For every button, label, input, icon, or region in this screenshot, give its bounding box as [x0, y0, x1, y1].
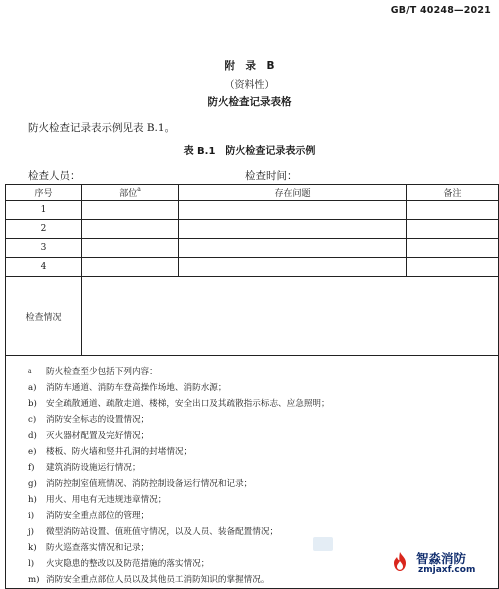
table-title: 表 B.1 防火检查记录表示例 — [183, 146, 316, 157]
item-text: 灭火器材配置及完好情况； — [46, 431, 150, 441]
cell-remarks — [407, 258, 499, 277]
list-item — [28, 428, 498, 444]
header-location — [82, 185, 179, 201]
cell-location — [82, 258, 179, 277]
table-header-row — [6, 185, 499, 201]
cell-problems — [179, 220, 407, 239]
item-text: 用火、用电有无违规违章情况； — [46, 495, 167, 505]
cell-problems — [179, 258, 407, 277]
item-text: 消防控制室值班情况、消防控制设备运行情况和记录； — [46, 479, 253, 489]
list-item — [28, 508, 498, 524]
header-seq: 序号 — [6, 185, 82, 201]
check-status-row — [6, 277, 499, 356]
header-remarks: 备注 — [407, 185, 499, 201]
list-item — [28, 524, 498, 540]
item-key: g) — [28, 479, 37, 489]
header-location-label: 部位 — [119, 189, 138, 199]
cell-remarks — [407, 201, 499, 220]
list-item — [28, 476, 498, 492]
table-row — [6, 220, 499, 239]
item-text: 微型消防站设置、值班值守情况，以及人员、装备配置情况； — [46, 527, 279, 537]
flame-icon — [388, 550, 412, 574]
item-key: e) — [28, 447, 37, 457]
cell-remarks — [407, 239, 499, 258]
notes-lead-text: 防火检查至少包括下列内容： — [46, 367, 158, 377]
item-text: 消防安全重点部位人员以及其他员工消防知识的掌握情况。 — [46, 575, 270, 585]
inspection-time-label: 检查时间： — [245, 170, 298, 182]
cell-remarks — [407, 220, 499, 239]
watermark-name: 智淼消防 — [416, 551, 467, 566]
intro-text: 防火检查记录表示例见表 B.1。 — [28, 122, 176, 134]
cell-location — [82, 220, 179, 239]
cell-location — [82, 201, 179, 220]
watermark-logo — [388, 548, 492, 578]
notes-lead — [28, 364, 498, 380]
item-key: l) — [28, 559, 35, 569]
watermark-url: zmjaxf.com — [418, 565, 476, 575]
item-text: 防火巡查落实情况和记录； — [46, 543, 150, 553]
item-key: h) — [28, 495, 37, 505]
item-text: 建筑消防设施运行情况； — [46, 463, 141, 473]
item-text: 楼板、防火墙和竖井孔洞的封堵情况； — [46, 447, 193, 457]
standard-code: GB/T 40248—2021 — [390, 5, 491, 16]
cell-location — [82, 239, 179, 258]
cell-problems — [179, 239, 407, 258]
header-location-sup: a — [137, 186, 141, 193]
check-status-label: 检查情况 — [6, 277, 82, 356]
item-text: 消防车通道、消防车登高操作场地、消防水源； — [46, 383, 227, 393]
cell-problems — [179, 201, 407, 220]
row-number: 4 — [6, 258, 82, 277]
check-status-cell — [82, 277, 499, 356]
item-key: i) — [28, 511, 35, 521]
item-text: 消防安全标志的设置情况； — [46, 415, 150, 425]
item-key: k) — [28, 543, 37, 553]
item-key: a) — [28, 383, 37, 393]
inspector-label: 检查人员： — [28, 170, 81, 182]
header-problems: 存在问题 — [179, 185, 407, 201]
appendix-heading: 防火检查记录表格 — [207, 96, 292, 108]
row-number: 1 — [6, 201, 82, 220]
appendix-subtitle: （资料性） — [224, 80, 275, 91]
table-row — [6, 201, 499, 220]
appendix-title: 附 录 B — [224, 60, 275, 72]
list-item — [28, 412, 498, 428]
list-item — [28, 444, 498, 460]
item-text: 安全疏散通道、疏散走道、楼梯，安全出口及其疏散指示标志、应急照明； — [46, 399, 330, 409]
item-key: m) — [28, 575, 40, 585]
row-number: 3 — [6, 239, 82, 258]
notes-sup: a — [28, 368, 32, 375]
table-row — [6, 258, 499, 277]
list-item — [28, 460, 498, 476]
item-text: 火灾隐患的整改以及防范措施的落实情况； — [46, 559, 210, 569]
faint-stamp-mark — [313, 537, 333, 551]
list-item — [28, 492, 498, 508]
inspection-record-table — [5, 184, 499, 589]
item-key: d) — [28, 431, 37, 441]
item-key: f) — [28, 463, 35, 473]
item-text: 消防安全重点部位的管理； — [46, 511, 150, 521]
item-key: j) — [28, 527, 35, 537]
item-key: b) — [28, 399, 37, 409]
row-number: 2 — [6, 220, 82, 239]
table-row — [6, 239, 499, 258]
list-item — [28, 380, 498, 396]
item-key: c) — [28, 415, 37, 425]
list-item — [28, 396, 498, 412]
